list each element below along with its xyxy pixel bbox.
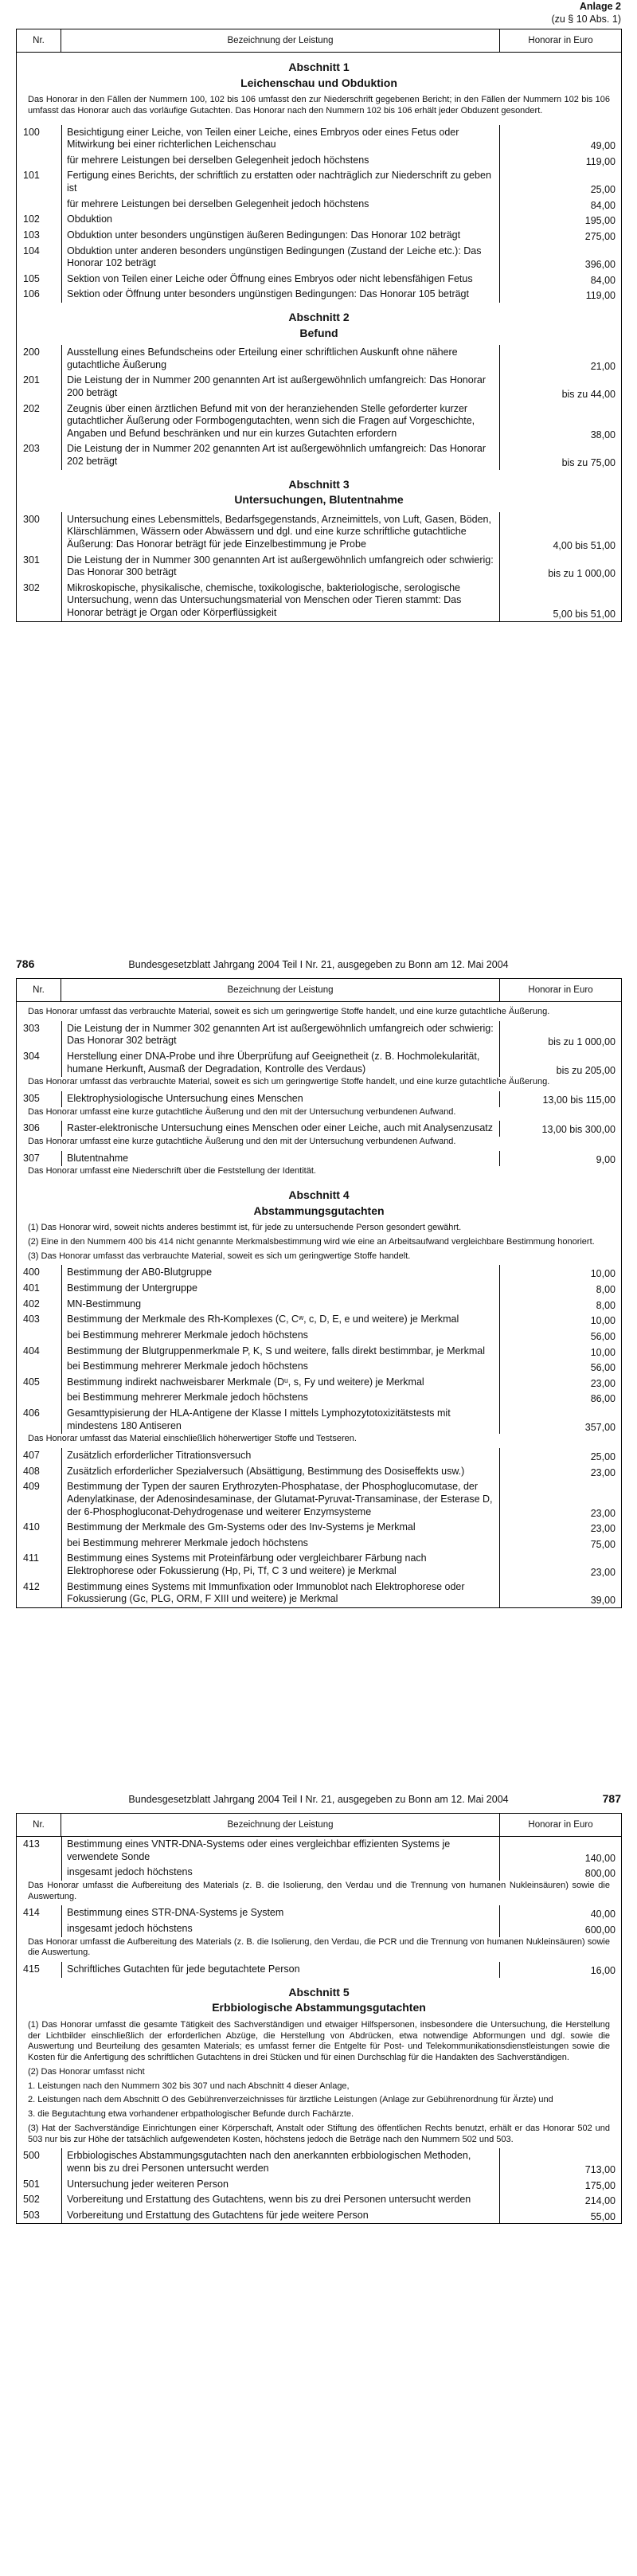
table-row <box>17 1448 621 1464</box>
table-row <box>17 2148 621 2176</box>
item-fee: 25,00 <box>590 1451 616 1462</box>
item-number: 306 <box>23 1122 40 1134</box>
section-note: Das Honorar umfasst eine Niederschrift über die Feststellung der Identität. <box>28 1166 316 1176</box>
section-subtitle: Leichenschau und Obduktion <box>240 76 397 89</box>
section-note: Das Honorar umfasst das verbrauchte Material, soweit es sich um geringwertige Stoffe handelt, und eine kurze gutachtliche Äußerung. <box>28 1007 550 1016</box>
item-number: 303 <box>23 1022 40 1034</box>
item-description: Untersuchung eines Lebensmittels, Bedarfsgegenstands, Arzneimittels, von Luft, Gasen, Böden, Klärschlämmen, Wässern oder Abwässern und dgl. und eine kurze schriftliche gutachtliche Äußerung: Das Honorar beträgt für jede Einzelbestimmung je Probe <box>61 512 500 553</box>
section-note: (1) Das Honorar umfasst die gesamte Tätigkeit des Sachverständigen und etwaiger Hilfspersonen, insbesondere die Untersuchung, die Herstellung der Lichtbilder einschließlich der erforderlichen Abzüge, die Herstellung von Abdrücken, etwa notwendige Abformungen und dgl. sowie die Auswertung und Beurteilung des gesamten Materials; es umfasst ferner die Entgelte für Post- und Telekommunikationsdienstleistungen sowie die Kosten für die Anfertigung des schriftlichen Gutachtens in drei Stücken und für einen Durchschlag für die Handakten des Sachverständigen. <box>28 2019 610 2062</box>
page-1 <box>0 0 637 948</box>
section-note: Das Honorar umfasst das verbrauchte Material, soweit es sich um geringwertige Stoffe handelt, und eine kurze gutachtliche Äußerung. <box>28 1077 550 1087</box>
item-fee: 175,00 <box>584 2179 616 2191</box>
item-description: Blutentnahme <box>61 1151 500 1167</box>
item-number: 405 <box>23 1376 40 1388</box>
section-note: Das Honorar umfasst eine kurze gutachtliche Äußerung und den mit der Untersuchung verbundenen Aufwand. <box>28 1106 456 1117</box>
item-fee: 214,00 <box>584 2195 616 2207</box>
table-row <box>17 1520 621 1536</box>
column-header-nr: Nr. <box>17 1814 61 1837</box>
item-fee: 357,00 <box>584 1421 616 1433</box>
item-description: Gesamttypisierung der HLA-Antigene der Klasse I mittels Lymphozytotoxizitätstests mit mindestens 180 Antiseren <box>61 1406 500 1434</box>
item-description: Zusätzlich erforderlicher Titrationsversuch <box>61 1448 500 1464</box>
table-row <box>17 125 621 153</box>
table-row <box>17 373 621 401</box>
table-row <box>17 1921 621 1937</box>
item-description: insgesamt jedoch höchstens <box>61 1921 500 1937</box>
item-number: 202 <box>23 402 40 414</box>
table-row <box>17 1837 621 1865</box>
page-number: 786 <box>16 957 35 970</box>
item-fee: 140,00 <box>584 1852 616 1864</box>
item-number: 403 <box>23 1313 40 1325</box>
item-description: Vorbereitung und Erstattung des Gutachtens, wenn bis zu drei Personen untersucht werden <box>61 2192 500 2208</box>
table-row <box>17 1580 621 1607</box>
item-description: bei Bestimmung mehrerer Merkmale jedoch höchstens <box>61 1359 500 1375</box>
section-note: Das Honorar umfasst die Aufbereitung des Materials (z. B. die Isolierung, den Verdau, die PCR und die Trennung von humanen Nukleinsäuren) sowie die Auswertung. <box>28 1936 610 1958</box>
table-row <box>17 1151 621 1167</box>
item-fee: 86,00 <box>590 1393 616 1405</box>
item-description: Sektion von Teilen einer Leiche oder Öffnung eines Embryos oder nicht lebensfähigen Fetus <box>61 272 500 288</box>
table-row <box>17 1359 621 1375</box>
table-row <box>17 1905 621 1921</box>
item-fee: 39,00 <box>590 1595 616 1607</box>
table-body <box>17 53 622 622</box>
table-row <box>17 197 621 213</box>
fee-table <box>16 978 622 1608</box>
item-number <box>17 1536 61 1552</box>
table-row <box>17 168 621 196</box>
item-fee: 10,00 <box>590 1315 616 1327</box>
item-number: 411 <box>23 1552 39 1564</box>
item-description: bei Bestimmung mehrerer Merkmale jedoch höchstens <box>61 1328 500 1344</box>
item-description: Bestimmung eines VNTR-DNA-Systems oder eines vergleichbar effizienten Systems je verwendete Sonde <box>61 1837 500 1865</box>
table-row <box>17 1049 621 1077</box>
item-fee: 9,00 <box>596 1153 616 1165</box>
table-row <box>17 581 621 621</box>
section-note: Das Honorar in den Fällen der Nummern 100, 102 bis 106 umfasst den zur Niederschrift gegebenen Bericht; in den Fällen der Nummern 102 bis 106 umfasst das Honorar auch das vorläufige Gutachten. Das Honorar nach den Nummern 102 bis 106 erhält jeder Obduzent gesondert. <box>28 95 610 115</box>
table-row <box>17 287 621 303</box>
item-description: bei Bestimmung mehrerer Merkmale jedoch höchstens <box>61 1390 500 1406</box>
item-fee: bis zu 44,00 <box>561 388 616 400</box>
item-description: Obduktion <box>61 212 500 228</box>
column-header-description: Bezeichnung der Leistung <box>61 1814 500 1837</box>
table-row <box>17 1962 621 1978</box>
item-description: Obduktion unter besonders ungünstigen äußeren Bedingungen: Das Honorar 102 beträgt <box>61 228 500 244</box>
item-description: Sektion oder Öffnung unter besonders ungünstigen Bedingungen: Das Honorar 105 beträgt <box>61 287 500 303</box>
column-header-fee: Honorar in Euro <box>500 29 622 53</box>
table-row <box>17 2177 621 2193</box>
table-row <box>17 228 621 244</box>
item-number <box>17 1390 61 1406</box>
table-row <box>17 1091 621 1107</box>
item-fee: 21,00 <box>590 360 616 372</box>
section-subtitle: Erbbiologische Abstammungsgutachten <box>212 2001 426 2014</box>
item-description: Die Leistung der in Nummer 202 genannten Art ist außergewöhnlich umfangreich: Das Honorar 202 beträgt <box>61 441 500 469</box>
annex-title: Anlage 2 <box>579 1 621 12</box>
item-description: Erbbiologisches Abstammungsgutachten nach den anerkannten erbbiologischen Methoden, wenn bis zu drei Personen untersucht werden <box>61 2148 500 2176</box>
item-fee: 16,00 <box>590 1965 616 1977</box>
item-fee: 49,00 <box>590 140 616 152</box>
column-header-description: Bezeichnung der Leistung <box>61 29 500 53</box>
table-row <box>17 512 621 553</box>
page-number: 787 <box>602 1792 621 1805</box>
item-fee: 23,00 <box>590 1377 616 1389</box>
section-note: Das Honorar umfasst eine kurze gutachtliche Äußerung und den mit der Untersuchung verbundenen Aufwand. <box>28 1137 456 1146</box>
table-row <box>17 553 621 581</box>
section-note: (2) Eine in den Nummern 400 bis 414 nicht genannte Merkmalsbestimmung wird wie eine an Arbeitsaufwand vergleichbare Bestimmung honoriert. <box>28 1236 595 1247</box>
item-number: 412 <box>23 1580 40 1592</box>
table-row <box>17 2208 621 2224</box>
item-description: Bestimmung eines Systems mit Immunfixation oder Immunoblot nach Elektrophorese oder Fokussierung (Gc, PLG, ORM, F XIII und weitere) je Merkmal <box>61 1580 500 1607</box>
item-fee: 75,00 <box>590 1538 616 1550</box>
section-note: 1. Leistungen nach den Nummern 302 bis 307 und nach Abschnitt 4 dieser Anlage, <box>28 2081 350 2091</box>
table-body <box>17 1002 622 1608</box>
item-fee: 8,00 <box>596 1284 616 1295</box>
item-fee: 84,00 <box>590 274 616 286</box>
item-fee: 40,00 <box>590 1909 616 1920</box>
table-row <box>17 244 621 272</box>
item-description: Bestimmung der Typen der sauren Erythrozyten-Phosphatase, der Phosphoglucomutase, der Adenylatkinase, der Adenosindesaminase, der Glutamat-Pyruvat-Transaminase, der Esterase D, der 6-Phosphogluconat-Dehydrogenase und weiterer Enzymsysteme <box>61 1479 500 1520</box>
page-header <box>16 957 621 973</box>
item-fee: 275,00 <box>584 230 616 242</box>
item-number: 415 <box>23 1963 40 1975</box>
item-number: 101 <box>23 170 40 182</box>
item-fee: 713,00 <box>584 2163 616 2175</box>
item-number <box>17 1359 61 1375</box>
item-number: 501 <box>23 2178 40 2190</box>
section-title: Abschnitt 4 <box>288 1188 350 1202</box>
section-note: (3) Hat der Sachverständige Einrichtungen einer Körperschaft, Anstalt oder Stiftung des öffentlichen Rechts benutzt, erhält er das Honorar 502 und 503 nur bis zur Höhe der tatsächlich aufgewendeten Kosten, höchstens jedoch die Beträge nach den Nummern 502 und 503. <box>28 2123 610 2144</box>
item-number: 200 <box>23 346 40 358</box>
item-description: für mehrere Leistungen bei derselben Gelegenheit jedoch höchstens <box>61 197 500 213</box>
item-fee: 10,00 <box>590 1346 616 1358</box>
item-description: Die Leistung der in Nummer 200 genannten Art ist außergewöhnlich umfangreich: Das Honorar 200 beträgt <box>61 373 500 401</box>
item-description: Bestimmung indirekt nachweisbarer Merkmale (Dᵘ, s, Fy und weitere) je Merkmal <box>61 1375 500 1391</box>
item-number <box>17 1865 61 1881</box>
section-title: Abschnitt 5 <box>288 1985 350 1999</box>
gazette-title: Bundesgesetzblatt Jahrgang 2004 Teil I Nr. 21, ausgegeben zu Bonn am 12. Mai 2004 <box>128 959 509 970</box>
item-fee: bis zu 1 000,00 <box>548 1036 616 1048</box>
table-row <box>17 1344 621 1360</box>
item-fee: 38,00 <box>590 429 616 440</box>
item-number: 307 <box>23 1152 40 1164</box>
item-number: 500 <box>23 2150 40 2162</box>
table-row <box>17 1328 621 1344</box>
item-fee: 13,00 bis 115,00 <box>542 1094 616 1106</box>
table-row <box>17 1464 621 1480</box>
table-row <box>17 1265 621 1281</box>
table-row <box>17 1479 621 1520</box>
item-number: 106 <box>23 288 40 300</box>
item-fee: 8,00 <box>596 1299 616 1311</box>
item-description: Bestimmung der Blutgruppenmerkmale P, K, S und weitere, falls direkt bestimmbar, je Merkmal <box>61 1344 500 1360</box>
item-number: 103 <box>23 229 40 241</box>
item-description: Bestimmung der AB0-Blutgruppe <box>61 1265 500 1281</box>
fee-table <box>16 29 622 622</box>
table-row <box>17 1312 621 1328</box>
table-row <box>17 1551 621 1579</box>
table-row <box>17 1406 621 1434</box>
item-fee: 56,00 <box>590 1330 616 1342</box>
item-description: Bestimmung der Untergruppe <box>61 1281 500 1297</box>
item-number: 104 <box>23 245 40 256</box>
item-description: Bestimmung eines STR-DNA-Systems je System <box>61 1905 500 1921</box>
item-description: bei Bestimmung mehrerer Merkmale jedoch höchstens <box>61 1536 500 1552</box>
table-row <box>17 441 621 469</box>
annex-label <box>551 0 621 26</box>
table-body <box>17 1837 622 2224</box>
table-row <box>17 1297 621 1313</box>
item-number: 402 <box>23 1298 40 1310</box>
item-description: Elektrophysiologische Untersuchung eines Menschen <box>61 1091 500 1107</box>
column-header-description: Bezeichnung der Leistung <box>61 979 500 1002</box>
item-number: 201 <box>23 374 40 386</box>
item-description: Vorbereitung und Erstattung des Gutachtens für jede weitere Person <box>61 2208 500 2224</box>
item-description: MN-Bestimmung <box>61 1297 500 1313</box>
item-description: Schriftliches Gutachten für jede begutachtete Person <box>61 1962 500 1978</box>
item-fee: 195,00 <box>584 215 616 227</box>
table-row <box>17 1375 621 1391</box>
item-fee: 119,00 <box>585 290 616 302</box>
item-description: Raster-elektronische Untersuchung eines Menschen oder einer Leiche, auch mit Analysenzusatz <box>61 1121 500 1137</box>
item-fee: 13,00 bis 300,00 <box>541 1124 616 1136</box>
item-number <box>17 197 61 213</box>
item-fee: 23,00 <box>590 1466 616 1478</box>
item-number: 503 <box>23 2209 40 2221</box>
item-description: Die Leistung der in Nummer 300 genannten Art ist außergewöhnlich umfangreich oder schwierig: Das Honorar 300 beträgt <box>61 553 500 581</box>
table-row <box>17 1021 621 1049</box>
section-subtitle: Abstammungsgutachten <box>253 1204 385 1217</box>
item-fee: 119,00 <box>585 155 616 167</box>
item-number <box>17 1328 61 1344</box>
item-fee: 23,00 <box>590 1507 616 1519</box>
item-number: 408 <box>23 1465 40 1477</box>
table-row <box>17 1121 621 1137</box>
item-description: Herstellung einer DNA-Probe und ihre Überprüfung auf Geeignetheit (z. B. Hochmolekularität, humane Herkunft, Ausmaß der Degradation, Kontrolle des Verdaus) <box>61 1049 500 1077</box>
section-subtitle: Untersuchungen, Blutentnahme <box>234 493 404 507</box>
item-number: 305 <box>23 1093 40 1104</box>
item-description: Besichtigung einer Leiche, von Teilen einer Leiche, eines Embryos oder eines Fetus oder Mitwirkung bei einer richterlichen Leichenschau <box>61 125 500 153</box>
column-header-fee: Honorar in Euro <box>500 979 622 1002</box>
item-number: 400 <box>23 1266 40 1278</box>
item-number: 102 <box>23 213 40 225</box>
item-fee: 56,00 <box>590 1362 616 1374</box>
table-row <box>17 1865 621 1881</box>
table-row <box>17 1536 621 1552</box>
item-fee: 23,00 <box>590 1523 616 1535</box>
item-fee: 800,00 <box>584 1868 616 1880</box>
section-title: Abschnitt 3 <box>288 477 350 491</box>
item-number: 410 <box>23 1521 40 1533</box>
item-fee: 4,00 bis 51,00 <box>553 539 616 551</box>
item-description: Bestimmung eines Systems mit Proteinfärbung oder vergleichbarer Färbung nach Elektrophorese oder Fokussierung (Hp, Pi, Tf, C 3 und weitere) je Merkmal <box>61 1551 500 1579</box>
table-row <box>17 1390 621 1406</box>
item-number: 100 <box>23 126 40 138</box>
gazette-title: Bundesgesetzblatt Jahrgang 2004 Teil I Nr. 21, ausgegeben zu Bonn am 12. Mai 2004 <box>128 1794 509 1805</box>
item-description: Bestimmung der Merkmale des Gm-Systems oder des Inv-Systems je Merkmal <box>61 1520 500 1536</box>
table-row <box>17 212 621 228</box>
item-number: 407 <box>23 1450 40 1461</box>
item-description: Die Leistung der in Nummer 302 genannten Art ist außergewöhnlich umfangreich oder schwierig: Das Honorar 302 beträgt <box>61 1021 500 1049</box>
item-description: Mikroskopische, physikalische, chemische, toxikologische, bakteriologische, serologische Untersuchung, wenn das Untersuchungsmaterial von Menschen oder Tieren stammt: Das Honorar beträgt je Organ oder Körperflüssigkeit <box>61 581 500 621</box>
annex-reference: (zu § 10 Abs. 1) <box>551 14 621 25</box>
table-row <box>17 272 621 288</box>
item-description: Zusätzlich erforderlicher Spezialversuch (Absättigung, Bestimmung des Dosiseffekts usw.) <box>61 1464 500 1480</box>
item-fee: 5,00 bis 51,00 <box>553 609 616 620</box>
item-number: 502 <box>23 2194 40 2206</box>
section-note: 3. die Begutachtung etwa vorhandener erbpathologischer Befunde durch Fachärzte. <box>28 2109 354 2119</box>
fee-table <box>16 1813 622 2224</box>
table-row <box>17 401 621 442</box>
table-row <box>17 1281 621 1297</box>
item-fee: 25,00 <box>590 184 616 195</box>
section-title: Abschnitt 2 <box>288 311 350 323</box>
section-subtitle: Befund <box>299 326 338 339</box>
item-fee: bis zu 75,00 <box>561 457 616 468</box>
item-description: Ausstellung eines Befundscheins oder Erteilung einer schriftlichen Auskunft ohne nähere gutachtliche Äußerung <box>61 345 500 373</box>
item-fee: 23,00 <box>590 1567 616 1578</box>
item-number: 105 <box>23 272 40 284</box>
item-fee: 84,00 <box>590 199 616 211</box>
section-note: Das Honorar umfasst das Material einschließlich höherwertiger Stoffe und Testseren. <box>28 1434 357 1444</box>
section-note: (2) Das Honorar umfasst nicht <box>28 2066 145 2077</box>
table-row <box>17 345 621 373</box>
item-number: 300 <box>23 513 40 525</box>
item-fee: 55,00 <box>590 2210 616 2222</box>
item-number: 203 <box>23 443 40 455</box>
item-number: 404 <box>23 1345 40 1357</box>
section-note: (3) Das Honorar umfasst das verbrauchte Material, soweit es sich um geringwertige Stoffe handelt. <box>28 1251 411 1261</box>
item-fee: 396,00 <box>584 259 616 271</box>
column-header-nr: Nr. <box>17 979 61 1002</box>
section-title: Abschnitt 1 <box>288 61 350 73</box>
section-note: Das Honorar umfasst die Aufbereitung des Materials (z. B. die Isolierung, den Verdau und die Trennung von humanen Nukleinsäuren) sowie die Auswertung. <box>28 1880 610 1901</box>
item-number: 414 <box>23 1907 40 1919</box>
item-fee: bis zu 1 000,00 <box>548 568 616 580</box>
column-header-nr: Nr. <box>17 29 61 53</box>
item-fee: 10,00 <box>590 1268 616 1280</box>
item-number: 302 <box>23 581 40 593</box>
item-number <box>17 153 61 169</box>
section-note: (1) Das Honorar wird, soweit nichts anderes bestimmt ist, für jede zu untersuchende Person gesondert gewährt. <box>28 1223 462 1233</box>
item-description: Fertigung eines Berichts, der schriftlich zu erstatten oder nachträglich zur Niederschrift zu geben ist <box>61 168 500 196</box>
column-header-fee: Honorar in Euro <box>500 1814 622 1837</box>
table-row <box>17 153 621 169</box>
item-description: Obduktion unter anderen besonders ungünstigen Bedingungen (Zustand der Leiche etc.): Das Honorar 102 beträgt <box>61 244 500 272</box>
item-description: für mehrere Leistungen bei derselben Gelegenheit jedoch höchstens <box>61 153 500 169</box>
item-description: Untersuchung jeder weiteren Person <box>61 2177 500 2193</box>
item-number <box>17 1921 61 1937</box>
item-number: 409 <box>23 1481 40 1493</box>
item-description: insgesamt jedoch höchstens <box>61 1865 500 1881</box>
section-note: 2. Leistungen nach dem Abschnitt O des Gebührenverzeichnisses für ärztliche Leistungen (Anlage zur Gebührenordnung für Ärzte) und <box>28 2095 553 2105</box>
page-header <box>16 1792 621 1808</box>
page-3 <box>0 1789 637 2576</box>
item-number: 401 <box>23 1282 40 1294</box>
item-number: 301 <box>23 554 40 566</box>
item-fee: bis zu 205,00 <box>556 1064 616 1076</box>
item-number: 406 <box>23 1407 40 1419</box>
item-fee: 600,00 <box>584 1924 616 1936</box>
item-number: 413 <box>23 1838 40 1850</box>
item-description: Bestimmung der Merkmale des Rh-Komplexes (C, Cʷ, c, D, E, e und weitere) je Merkmal <box>61 1312 500 1328</box>
page-2 <box>0 954 637 1783</box>
table-row <box>17 2192 621 2208</box>
item-number: 304 <box>23 1051 40 1062</box>
item-description: Zeugnis über einen ärztlichen Befund mit von der heranziehenden Stelle geforderter kurzer gutachtlicher Äußerung oder Formbogengutachten, wenn sich die Fragen auf Vorgeschichte, Angaben und Befund beschränken und nur ein kurzes Gutachten erfordern <box>61 401 500 442</box>
